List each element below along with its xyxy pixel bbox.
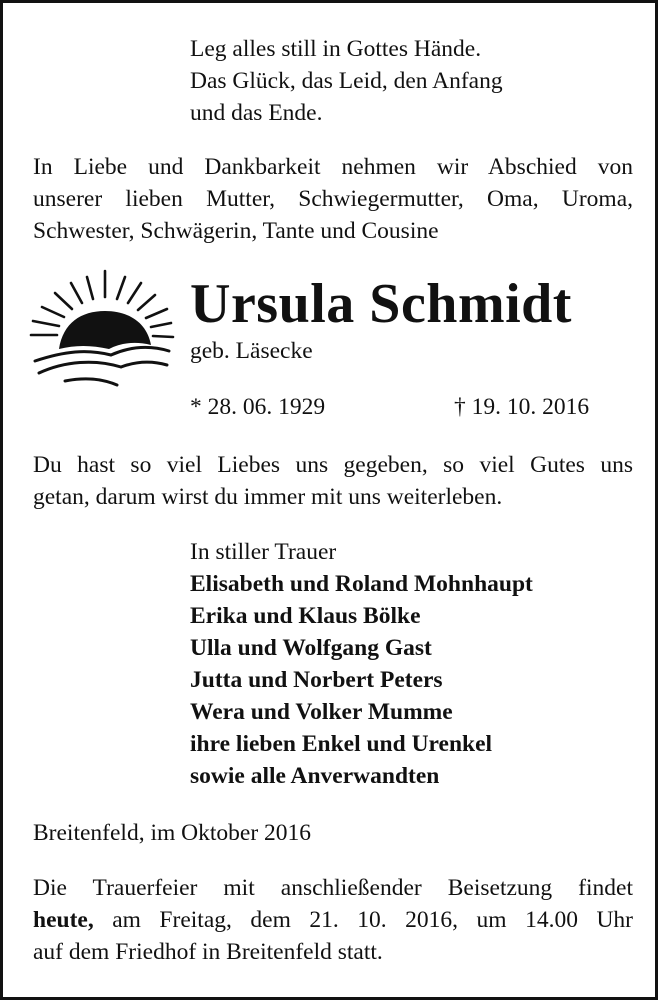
sunrise-over-hills-icon — [25, 265, 175, 393]
farewell-intro — [33, 151, 633, 247]
funeral-line: Die Trauerfeier mit anschließender Beisetzung findet — [33, 875, 633, 901]
poem-line: und das Ende. — [190, 100, 323, 126]
mourner-name: Erika und Klaus Bölke — [190, 603, 421, 629]
intro-line: In Liebe und Dankbarkeit nehmen wir Abschied von — [33, 154, 633, 180]
intro-line: unserer lieben Mutter, Schwiegermutter, Oma, Uroma, — [33, 186, 633, 212]
mourner-name: Ulla und Wolfgang Gast — [190, 635, 432, 661]
mourner-name: sowie alle Anverwandten — [190, 763, 440, 789]
mourning-heading: In stiller Trauer — [190, 539, 337, 565]
deceased-name: Ursula Schmidt — [190, 273, 572, 335]
mourner-name: ihre lieben Enkel und Urenkel — [190, 731, 493, 757]
mourner-list — [190, 568, 533, 792]
mourner-name: Jutta und Norbert Peters — [190, 667, 443, 693]
funeral-datetime: am Freitag, dem 21. 10. 2016, um 14.00 Uhr — [93, 907, 633, 933]
poem-line: Das Glück, das Leid, den Anfang — [190, 68, 503, 94]
death-date: † 19. 10. 2016 — [454, 394, 590, 420]
maiden-name: geb. Läsecke — [190, 338, 313, 364]
place-and-date: Breitenfeld, im Oktober 2016 — [33, 820, 312, 846]
funeral-info — [33, 872, 633, 968]
funeral-line — [33, 904, 633, 936]
intro-line: Schwester, Schwägerin, Tante und Cousine — [33, 218, 439, 244]
quote-line: Du hast so viel Liebes uns gegeben, so viel Gutes uns — [33, 452, 633, 478]
memorial-quote — [33, 449, 633, 513]
quote-line: getan, darum wirst du immer mit uns weiterleben. — [33, 484, 503, 510]
mourner-name: Wera und Volker Mumme — [190, 699, 453, 725]
birth-date: * 28. 06. 1929 — [190, 394, 326, 420]
mourner-name: Elisabeth und Roland Mohnhaupt — [190, 571, 533, 597]
funeral-line: auf dem Friedhof in Breitenfeld statt. — [33, 939, 383, 965]
poem-line: Leg alles still in Gottes Hände. — [190, 36, 482, 62]
funeral-day-emphasis: heute, — [33, 907, 94, 933]
poem — [190, 33, 503, 129]
